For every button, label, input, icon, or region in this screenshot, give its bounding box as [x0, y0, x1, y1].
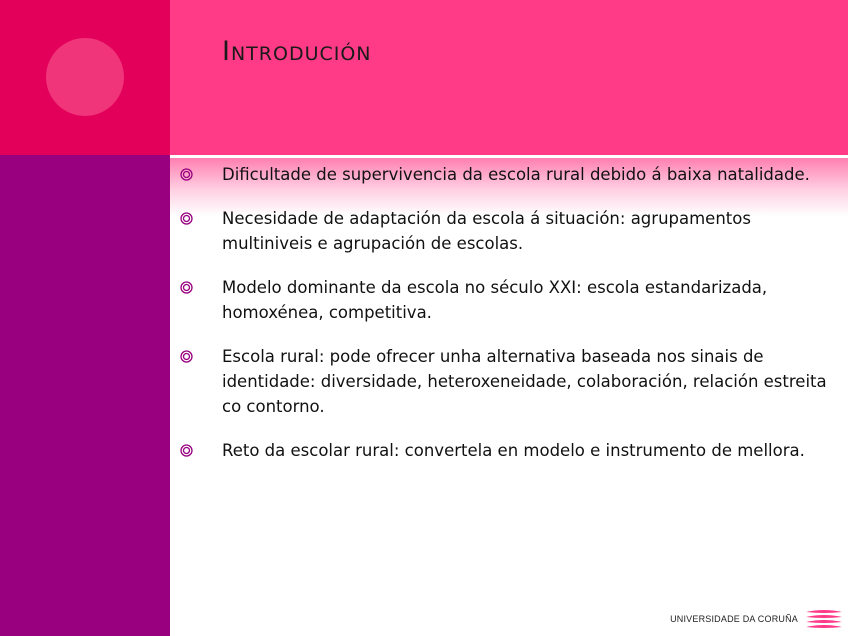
list-item	[180, 275, 840, 325]
concentric-circle-bullet-icon	[180, 350, 193, 363]
university-logo-text: UNIVERSIDADE DA CORUÑA	[670, 614, 798, 624]
bullet-list	[180, 162, 840, 482]
bullet-text: Modelo dominante da escola no século XXI: escola estandarizada, homoxénea, competitiva.	[222, 278, 768, 322]
title-banner	[170, 0, 848, 155]
bullet-text: Escola rural: pode ofrecer unha alternativa baseada nos sinais de identidade: diversidade, heteroxeneidade, colaboración, relación estreita co contorno.	[222, 347, 827, 416]
list-item	[180, 438, 840, 463]
concentric-circle-bullet-icon	[180, 444, 193, 457]
decorative-circle	[46, 38, 124, 116]
list-item	[180, 162, 840, 187]
concentric-circle-bullet-icon	[180, 168, 193, 181]
bullet-text: Necesidade de adaptación da escola á situación: agrupamentos multiniveis e agrupación de escolas.	[222, 209, 751, 253]
slide-title: Introdución	[222, 36, 372, 67]
sidebar-panel	[0, 155, 170, 636]
corner-panel	[0, 0, 170, 155]
list-item	[180, 206, 840, 256]
concentric-circle-bullet-icon	[180, 281, 193, 294]
bullet-text: Dificultade de supervivencia da escola rural debido á baixa natalidade.	[222, 165, 810, 184]
list-item	[180, 344, 840, 419]
bullet-text: Reto da escolar rural: convertela en modelo e instrumento de mellora.	[222, 441, 805, 460]
university-logo	[670, 606, 844, 632]
university-logo-icon	[804, 608, 844, 630]
concentric-circle-bullet-icon	[180, 212, 193, 225]
